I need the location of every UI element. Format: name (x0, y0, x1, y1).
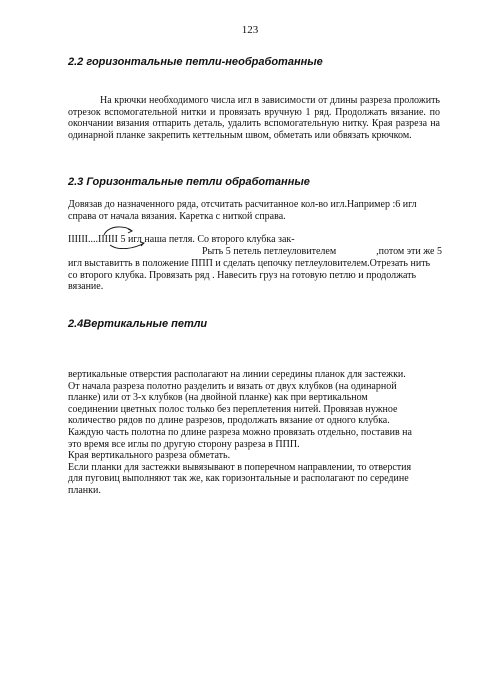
body-line: планки. (68, 484, 101, 496)
section-heading-2-2: 2.2 горизонтальные петли-необработанные (68, 56, 323, 68)
body-line: Края вертикального разреза обметать. (68, 450, 231, 462)
section-2-3-paragraph-rest: игл выставитть в положение ППП и сделать цепочку петлеуловителем.Отрезать нить со второго клубка. Провязать ряд . Навесить груз на готовую петлю и продолжать вязание. (68, 258, 431, 293)
body-line: Если планки для застежки вывязывают в поперечном направлении, то отверстия (68, 461, 412, 473)
section-2-4-body (68, 369, 468, 497)
body-line: планке) или от 3-х клубков (на двойной планке) как при вертикальном (68, 392, 368, 404)
body-line: вертикальные отверстия располагают на линии середины планок для застежки. (68, 369, 406, 380)
body-line: Каждую часть полотна по длине разреза можно провязать отдельно, поставив на (68, 426, 412, 438)
body-line: количество рядов по длине разрезов, продолжать вязание от одного клубка. (68, 415, 390, 427)
diagram-line-2 (202, 246, 442, 258)
needle-dots: .... (87, 234, 98, 245)
diagram-line-2-text-b: ,потом эти же 5 (376, 246, 442, 257)
diagram-line-1 (68, 234, 295, 246)
section-heading-2-3: 2.3 Горизонтальные петли обработанные (68, 176, 310, 188)
needle-marks-left: IIIIII (68, 234, 88, 245)
body-line: От начала разреза полотно разделить и вязать от двух клубков (на одинарной (68, 380, 397, 392)
body-line: это время все иглы по другую сторону разреза в ППП. (68, 438, 300, 450)
diagram-line-2-text-a: Рыть 5 петель петлеуловителем (202, 246, 337, 257)
body-line: для пуговиц выполняют так же, как горизонтальные и располагают по середине (68, 473, 409, 485)
section-2-2-paragraph: На крючки необходимого числа игл в зависимости от длины разреза проложить отрезок вспомогательной нитки и провязать вручную 1 ряд. Продолжать вязание. по окончании вязания отпарить деталь, удалить вспомогательную нитку. Края разреза на одинарной планке закрепить кеттельным швом, обметать или обвязать крючком. (68, 95, 440, 141)
needle-marks-right: IIIIII (97, 234, 118, 245)
page-number: 123 (241, 24, 259, 36)
section-heading-2-4: 2.4Вертикальные петли (68, 318, 208, 330)
diagram-line-1-text: 5 игл наша петля. Со второго клубка зак- (120, 234, 295, 245)
body-line: соединении цветных полос только без переплетения нитей. Провязав нужное (68, 403, 398, 415)
section-2-3-intro: Довязав до назначенного ряда, отсчитать расчитанное кол-во игл.Например :6 игл справа от начала вязания. Каретка с ниткой справа. (68, 199, 417, 222)
